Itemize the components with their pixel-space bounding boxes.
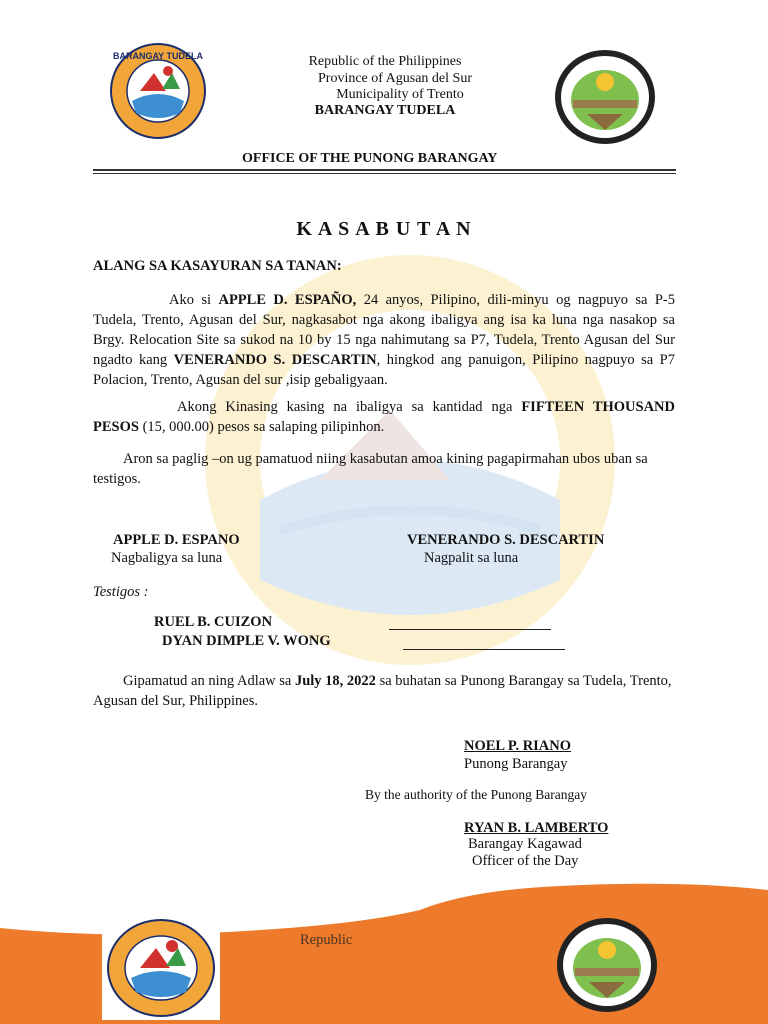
attestation-date: July 18, 2022: [294, 673, 376, 689]
buyer-name-inline: VENERANDO S. DESCARTIN: [173, 352, 377, 368]
paragraph-sale: [93, 290, 675, 390]
witness-2-name: DYAN DIMPLE V. WONG: [162, 633, 331, 649]
kagawad-role: Officer of the Day: [472, 853, 579, 869]
witnesses-label: Testigos :: [93, 584, 149, 600]
svg-text:BARANGAY TUDELA: BARANGAY TUDELA: [112, 51, 204, 61]
witness-1-signature-line: [389, 629, 551, 630]
kagawad-name: RYAN B. LAMBERTO: [464, 820, 609, 836]
attestation-paragraph: [93, 671, 675, 711]
paragraph-price: [93, 397, 675, 437]
para2-text-a: Akong Kinasing kasing na ibaligya sa kantidad nga: [177, 399, 522, 415]
header-divider: [93, 169, 676, 174]
price-amount: FIFTEEN THOUSAND PESOS: [93, 399, 675, 435]
attestation-text-a: Gipamatud an ning Adlaw sa: [123, 673, 295, 689]
para1-text-b: 24 anyos, Pilipino, dili-minyu og nagpuyo sa P-5 Tudela, Trento, Agusan del Sur, nagkasabot nga akong ibaligya ang isa ka luna nga nasakop sa Brgy. Relocation Site sa sukod na 10 by 15 nga nahimutang sa P7, Tudela, Trento Agusan del Sur ngadto kang: [93, 292, 675, 368]
seller-signature-name: APPLE D. ESPANO: [113, 532, 240, 548]
barangay-seal-icon: [110, 43, 206, 139]
buyer-signature-name: VENERANDO S. DESCARTIN: [407, 532, 605, 548]
header-republic: Republic of the Philippines: [308, 54, 462, 69]
para1-text-a: Ako si: [169, 292, 219, 308]
captain-title: Punong Barangay: [464, 756, 568, 772]
seller-name-inline: APPLE D. ESPAÑO,: [218, 292, 357, 308]
footer-partial-text: Republic: [300, 932, 353, 948]
header-barangay: BARANGAY TUDELA: [314, 103, 456, 118]
document-title: K A S A B U T A N: [296, 218, 472, 240]
header-municipality: Municipality of Trento: [336, 87, 464, 102]
salutation: ALANG SA KASAYURAN SA TANAN:: [93, 258, 342, 274]
office-title: OFFICE OF THE PUNONG BARANGAY: [242, 151, 498, 166]
kagawad-title: Barangay Kagawad: [468, 836, 582, 852]
para1-text-c: , hingkod ang panuigon, Pilipino nagpuyo sa P7 Polacion, Trento, Agusan del sur ,isip gebaligyaan.: [93, 352, 675, 388]
paragraph-attest: Aron sa paglig –on ug pamatuod niing kasabutan amoa kining pagapirmahan ubos uban sa testigos.: [93, 451, 648, 487]
footer-barangay-seal-icon: [106, 918, 216, 1018]
attestation-text-b: sa buhatan sa Punong Barangay sa Tudela, Trento, Agusan del Sur, Philippines.: [93, 673, 672, 709]
municipal-seal-icon: [553, 48, 657, 146]
footer-municipal-seal-icon: [555, 916, 659, 1014]
para2-text-b: (15, 000.00) pesos sa salaping pilipinhon.: [138, 419, 385, 435]
seller-role: Nagbaligya sa luna: [111, 550, 223, 566]
authority-line: By the authority of the Punong Barangay: [365, 787, 587, 802]
header-province: Province of Agusan del Sur: [318, 71, 472, 86]
buyer-role: Nagpalit sa luna: [424, 550, 519, 566]
witness-1-name: RUEL B. CUIZON: [154, 614, 273, 630]
captain-name: NOEL P. RIANO: [464, 738, 572, 754]
witness-2-signature-line: [403, 649, 565, 650]
